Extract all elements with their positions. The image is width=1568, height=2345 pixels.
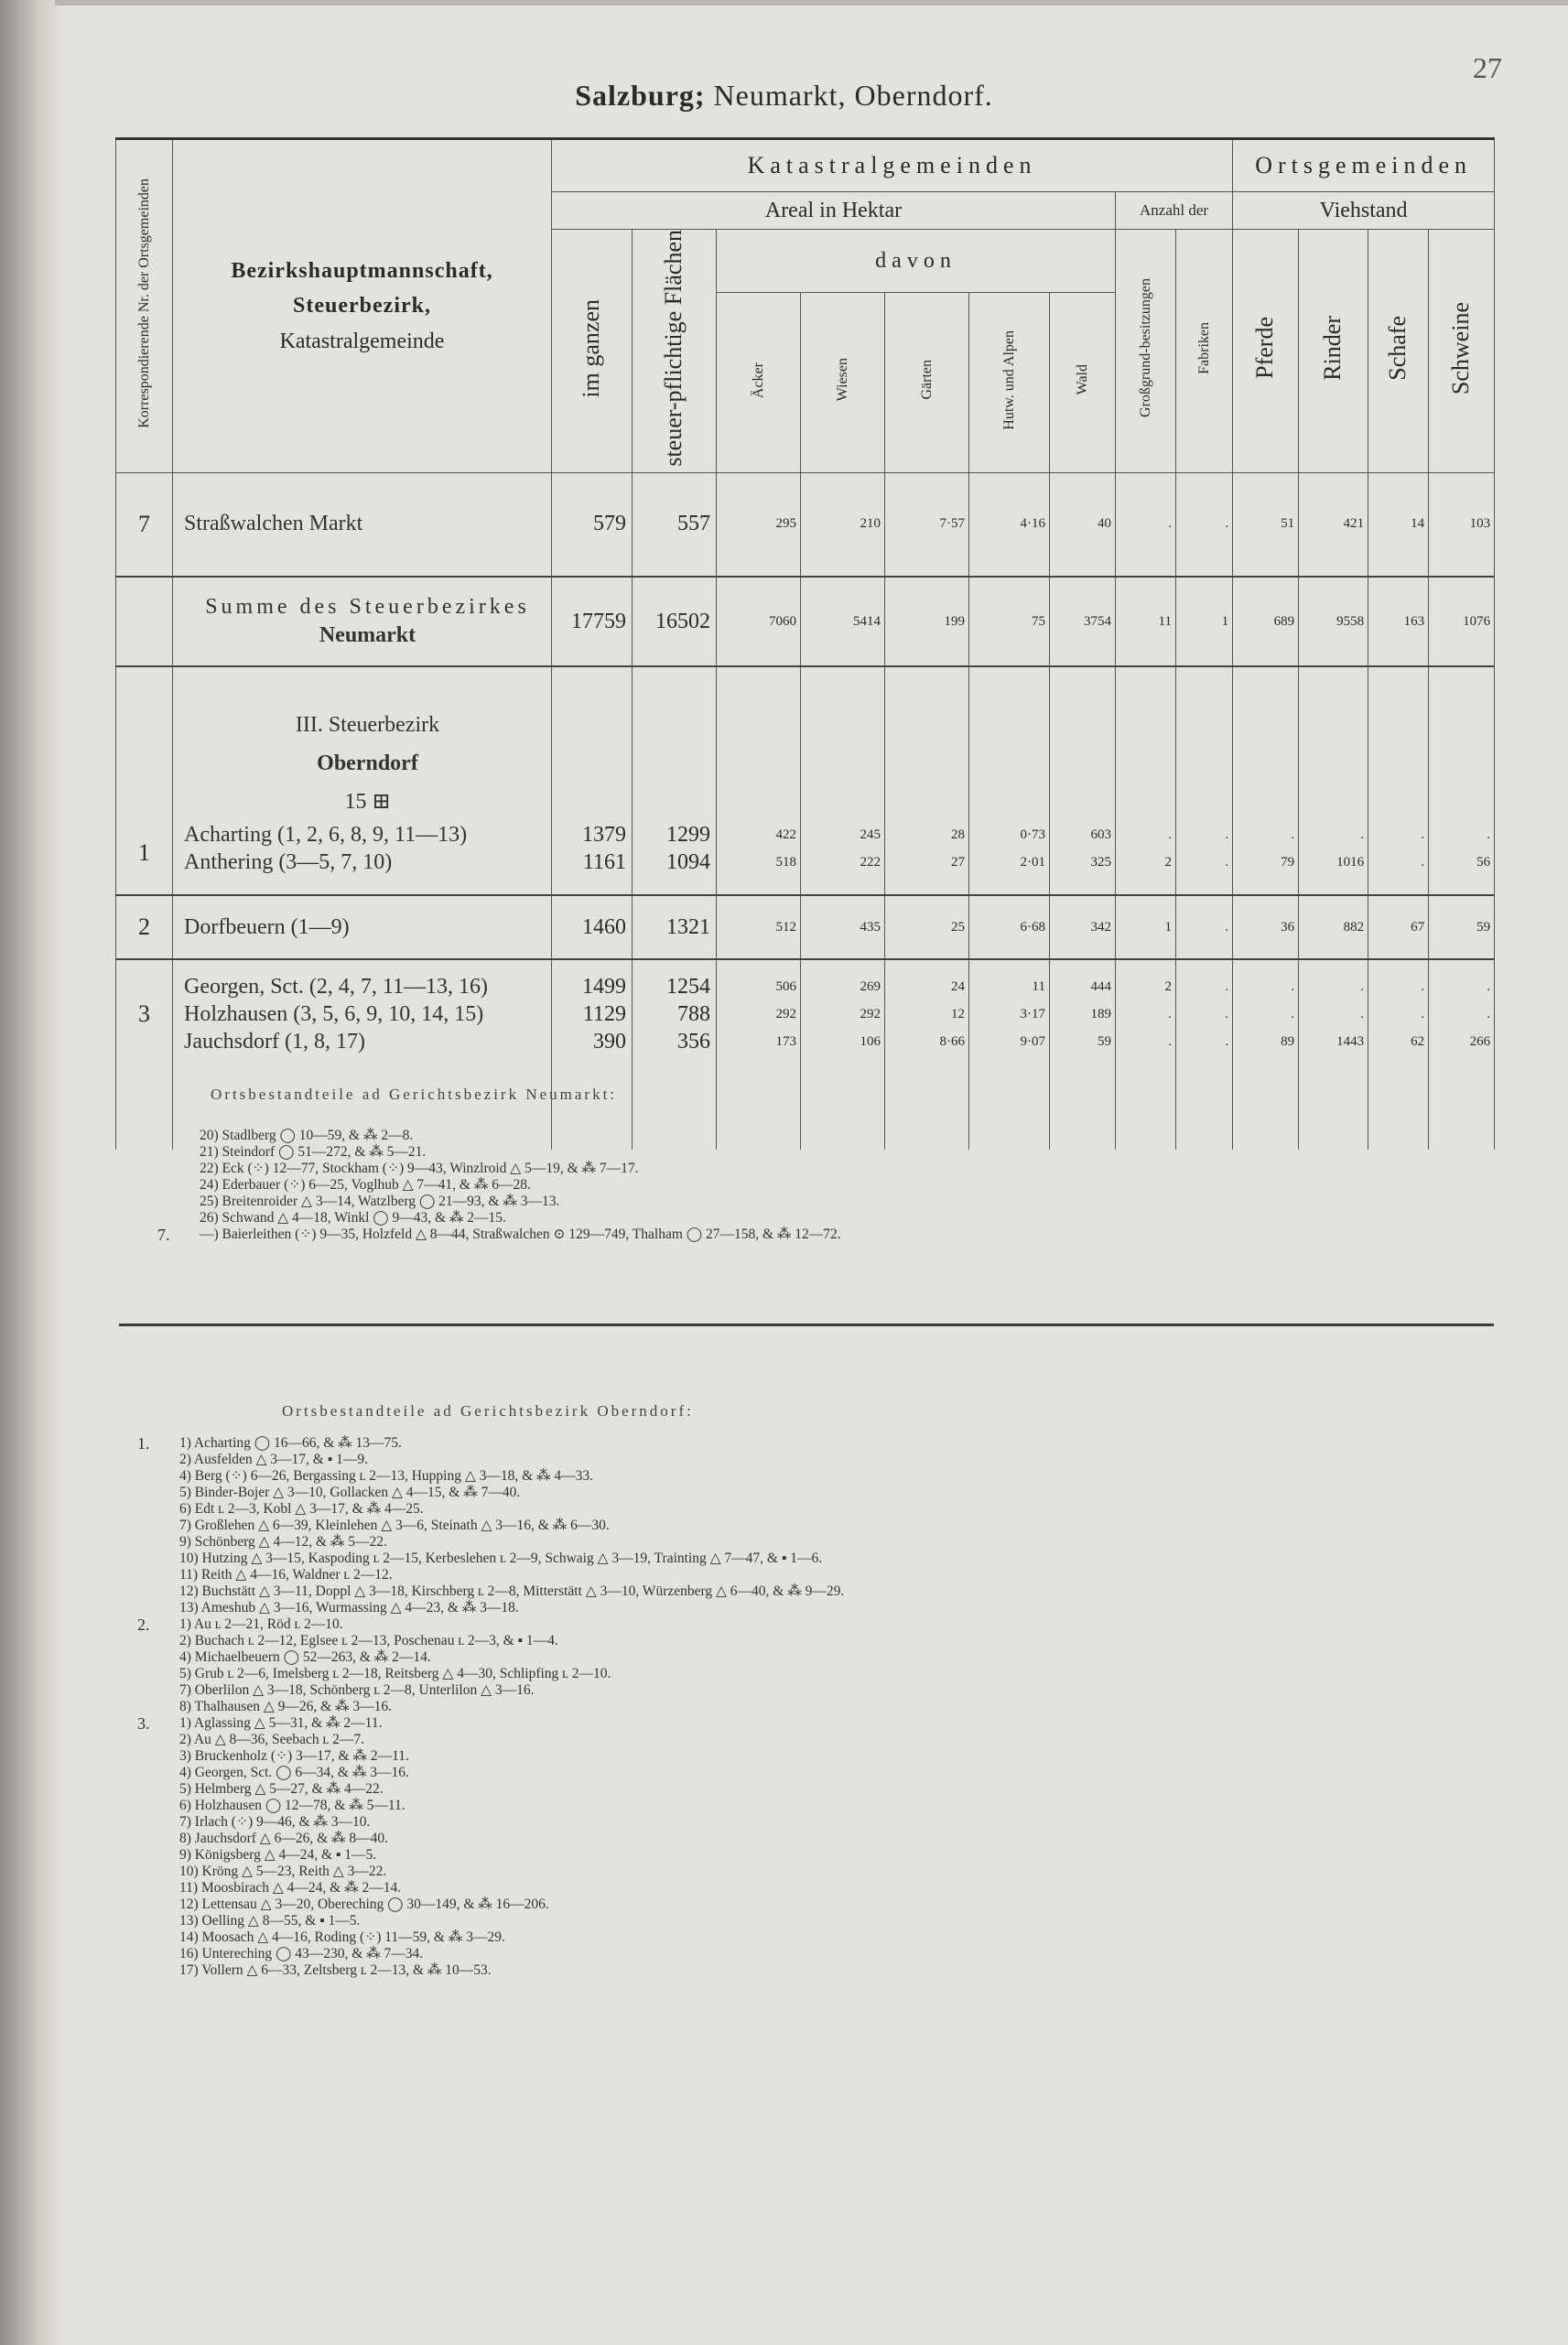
hdr-acker: Äcker <box>717 293 801 472</box>
hdr-schweine: Schweine <box>1429 230 1495 473</box>
hdr-fabriken: Fabriken <box>1176 230 1233 473</box>
note-text: 17) Vollern △ 6—33, Zeltsberg ʟ 2—13, & ⁂ 10—53. <box>179 1962 492 1978</box>
note-text: 4) Georgen, Sct. ◯ 6—34, & ⁂ 3—16. <box>179 1765 409 1780</box>
note-text: 22) Eck (⁘) 12—77, Stockham (⁘) 9—43, Winzlroid △ 5—19, & ⁂ 7—17. <box>200 1161 639 1176</box>
note-text: 5) Grub ʟ 2—6, Imelsberg ʟ 2—18, Reitsberg △ 4—30, Schlipfing ʟ 2—10. <box>179 1666 611 1681</box>
note-text: 20) Stadlberg ◯ 10—59, & ⁂ 2—8. <box>200 1128 414 1143</box>
notes-oberndorf-title: Ortsbestandteile ad Gerichtsbezirk Oberndorf: <box>282 1402 694 1420</box>
page-title-districts: Neumarkt, Oberndorf. <box>705 79 993 112</box>
hdr-im-ganzen: im ganzen <box>552 230 633 473</box>
hdr-wald: Wald <box>1050 293 1116 472</box>
note-text: 7) Großlehen △ 6—39, Kleinlehen △ 3—6, Steinath △ 3—16, & ⁂ 6—30. <box>179 1518 610 1533</box>
note-text: 7) Irlach (⁘) 9—46, & ⁂ 3—10. <box>179 1814 371 1830</box>
kataster-table <box>115 137 1495 1150</box>
note-line <box>137 1714 844 1733</box>
note-text: 6) Edt ʟ 2—3, Kobl △ 3—17, & ⁂ 4—25. <box>179 1501 424 1517</box>
note-line <box>179 1814 844 1831</box>
note-line <box>179 1748 844 1765</box>
note-line <box>200 1128 841 1144</box>
hdr-wiesen: Wiesen <box>801 293 885 472</box>
note-line <box>179 1732 844 1748</box>
note-group-number: 1. <box>137 1434 150 1453</box>
note-line <box>179 1798 844 1814</box>
note-text: 16) Untereching ◯ 43—230, & ⁂ 7—34. <box>179 1946 424 1961</box>
top-rule <box>55 0 1568 5</box>
note-line <box>200 1210 841 1227</box>
note-text: 2) Au △ 8—36, Seebach ʟ 2—7. <box>179 1732 364 1747</box>
note-line <box>179 1501 844 1518</box>
note-line <box>179 1847 844 1864</box>
hdr-gaerten: Gärten <box>885 293 969 472</box>
note-line <box>179 1567 844 1583</box>
note-line <box>179 1452 844 1468</box>
note-line <box>179 1649 844 1666</box>
hdr-grossgrund: Großgrund-besitzungen <box>1116 230 1176 473</box>
note-text: 3) Bruckenholz (⁘) 3—17, & ⁂ 2—11. <box>179 1748 409 1764</box>
table-row-strasswalchen: 7 Straßwalchen Markt 579 557 295 210 7·57 4·16 40 . . 51 421 14 103 <box>116 472 1495 577</box>
hdr-schafe: Schafe <box>1368 230 1429 473</box>
note-line <box>179 1781 844 1798</box>
note-text: 13) Ameshub △ 3—16, Wurmassing △ 4—23, & ⁂ 3—18. <box>179 1600 519 1616</box>
hdr-davon: davon <box>717 230 1116 293</box>
note-text: 4) Berg (⁘) 6—26, Bergassing ʟ 2—13, Hupping △ 3—18, & ⁂ 4—33. <box>179 1468 594 1484</box>
note-text: 8) Thalhausen △ 9—26, & ⁂ 3—16. <box>179 1699 393 1714</box>
note-line <box>200 1161 841 1177</box>
note-text: 11) Moosbirach △ 4—24, & ⁂ 2—14. <box>179 1880 402 1896</box>
note-line <box>179 1682 844 1699</box>
table-row-oberndorf-group-3: 3 Georgen, Sct. (2, 4, 7, 11—13, 16) Holzhausen (3, 5, 6, 9, 10, 14, 15) Jauchsdorf (1, 8, 17) 1499 1129 390 1254 788 356 506 292 173 269 292 106 24 12 8·66 11 3·17 9·07 444 189 59 2 . . . . . . . 89 . . 1443 . . 62 . . 266 <box>116 959 1495 1067</box>
page-number: 27 <box>1473 51 1502 84</box>
note-line <box>179 1831 844 1847</box>
note-text: 6) Holzhausen ◯ 12—78, & ⁂ 5—11. <box>179 1798 406 1813</box>
note-line <box>179 1946 844 1962</box>
note-text: 9) Schönberg △ 4—12, & ⁂ 5—22. <box>179 1534 387 1550</box>
note-text: 7) Oberlilon △ 3—18, Schönberg ʟ 2—8, Unterlilon △ 3—16. <box>179 1682 535 1698</box>
hdr-pferde: Pferde <box>1233 230 1299 473</box>
note-text: 12) Lettensau △ 3—20, Obereching ◯ 30—149, & ⁂ 16—206. <box>179 1897 549 1912</box>
note-line <box>179 1699 844 1715</box>
note-text: 2) Buchach ʟ 2—12, Eglsee ʟ 2—13, Poschenau ʟ 2—3, & ▪ 1—4. <box>179 1633 558 1648</box>
hdr-name: Bezirkshauptmannschaft, Steuerbezirk, Katastralgemeinde <box>173 139 552 473</box>
note-line <box>179 1485 844 1501</box>
note-line <box>179 1765 844 1781</box>
note-text: 11) Reith △ 4—16, Waldner ʟ 2—12. <box>179 1567 393 1583</box>
hdr-rinder: Rinder <box>1299 230 1368 473</box>
note-line <box>179 1880 844 1897</box>
note-line <box>179 1633 844 1649</box>
note-line <box>137 1616 844 1634</box>
hdr-ortsgemeinden: Ortsgemeinden <box>1233 139 1495 192</box>
note-line <box>200 1194 841 1210</box>
note-line <box>200 1177 841 1194</box>
note-group-number: 2. <box>137 1616 150 1634</box>
note-text: 21) Steindorf ◯ 51—272, & ⁂ 5—21. <box>200 1144 427 1160</box>
hdr-viehstand: Viehstand <box>1233 192 1495 230</box>
note-line <box>179 1962 844 1979</box>
note-line <box>179 1913 844 1929</box>
note-text: 12) Buchstätt △ 3—11, Doppl △ 3—18, Kirschberg ʟ 2—8, Mitterstätt △ 3—10, Würzenberg △ 6—40, & ⁂ 9—29. <box>179 1583 845 1599</box>
hdr-anzahl: Anzahl der <box>1116 192 1233 230</box>
page-title-region: Salzburg; <box>575 79 706 112</box>
note-text: 5) Binder-Bojer △ 3—10, Gollacken △ 4—15, & ⁂ 7—40. <box>179 1485 521 1500</box>
note-text: 24) Ederbauer (⁘) 6—25, Voglhub △ 7—41, & ⁂ 6—28. <box>200 1177 531 1193</box>
note-line <box>179 1534 844 1551</box>
note-line <box>179 1583 844 1600</box>
table-row-oberndorf-group-2: 2 Dorfbeuern (1—9) 1460 1321 512 435 25 6·68 342 1 . 36 882 67 59 <box>116 895 1495 959</box>
table-row-summe-neumarkt: Summe des Steuerbezirkes Neumarkt 17759 16502 7060 5414 199 75 3754 11 1 689 9558 163 1076 <box>116 577 1495 666</box>
note-line <box>137 1434 844 1453</box>
note-line <box>200 1144 841 1161</box>
note-text: —) Baierleithen (⁘) 9—35, Holzfeld △ 8—44, Straßwalchen ⊙ 129—749, Thalham ◯ 27—158, & ⁂ 12—72. <box>200 1227 841 1242</box>
note-text: 26) Schwand △ 4—18, Winkl ◯ 9—43, & ⁂ 2—15. <box>200 1210 506 1226</box>
note-line <box>157 1226 841 1244</box>
page-title <box>0 79 1568 113</box>
note-text: 1) Aglassing △ 5—31, & ⁂ 2—11. <box>179 1715 383 1731</box>
note-text: 25) Breitenroider △ 3—14, Watzlberg ◯ 21—93, & ⁂ 3—13. <box>200 1194 560 1209</box>
note-line <box>179 1468 844 1485</box>
note-text: 4) Michaelbeuern ◯ 52—263, & ⁂ 2—14. <box>179 1649 431 1665</box>
note-line <box>179 1551 844 1567</box>
note-text: 8) Jauchsdorf △ 6—26, & ⁂ 8—40. <box>179 1831 389 1846</box>
note-text: 1) Acharting ◯ 16—66, & ⁂ 13—75. <box>179 1435 402 1451</box>
note-group-number: 3. <box>137 1714 150 1733</box>
note-text: 5) Helmberg △ 5—27, & ⁂ 4—22. <box>179 1781 384 1797</box>
note-text: 10) Hutzing △ 3—15, Kaspoding ʟ 2—15, Kerbeslehen ʟ 2—9, Schwaig △ 3—19, Trainting △ 7—47, & ▪ 1—6. <box>179 1551 823 1566</box>
note-line <box>179 1897 844 1913</box>
note-text: 14) Moosach △ 4—16, Roding (⁘) 11—59, & ⁂ 3—29. <box>179 1929 505 1945</box>
hdr-katastralgemeinden: Katastralgemeinden <box>552 139 1233 192</box>
hdr-steuerpflichtig: steuer-pflichtige Flächen <box>633 230 717 473</box>
section-divider <box>119 1324 1494 1326</box>
note-text: 2) Ausfelden △ 3—17, & ▪ 1—9. <box>179 1452 368 1467</box>
hdr-areal: Areal in Hektar <box>552 192 1116 230</box>
note-text: 13) Oelling △ 8—55, & ▪ 1—5. <box>179 1913 361 1929</box>
note-text: 9) Königsberg △ 4—24, & ▪ 1—5. <box>179 1847 377 1863</box>
note-line <box>179 1864 844 1880</box>
note-text: 1) Au ʟ 2—21, Röd ʟ 2—10. <box>179 1616 343 1632</box>
notes-oberndorf <box>137 1434 845 1979</box>
note-line <box>179 1600 844 1616</box>
note-line <box>179 1666 844 1682</box>
hdr-hutweiden: Hutw. und Alpen <box>969 293 1050 472</box>
page-edge-shadow <box>0 0 64 2345</box>
notes-neumarkt-title: Ortsbestandteile ad Gerichtsbezirk Neumarkt: <box>211 1086 618 1103</box>
hdr-nr: Korrespondierende Nr. der Ortsgemeinden <box>116 139 173 473</box>
note-text: 10) Kröng △ 5—23, Reith △ 3—22. <box>179 1864 387 1879</box>
note-group-number: 7. <box>157 1226 170 1244</box>
note-line <box>179 1518 844 1534</box>
table-row-oberndorf-group-1: 1 III. Steuerbezirk Oberndorf 15 ⊞ Acharting (1, 2, 6, 8, 9, 11—13) Anthering (3—5, 7, 10) 1379 1161 1299 1094 422 518 245 222 28 27 0·73 2·01 603 325 . 2 . . . 79 . 1016 . . . 56 <box>116 666 1495 895</box>
note-line <box>179 1929 844 1946</box>
notes-neumarkt <box>157 1128 841 1244</box>
